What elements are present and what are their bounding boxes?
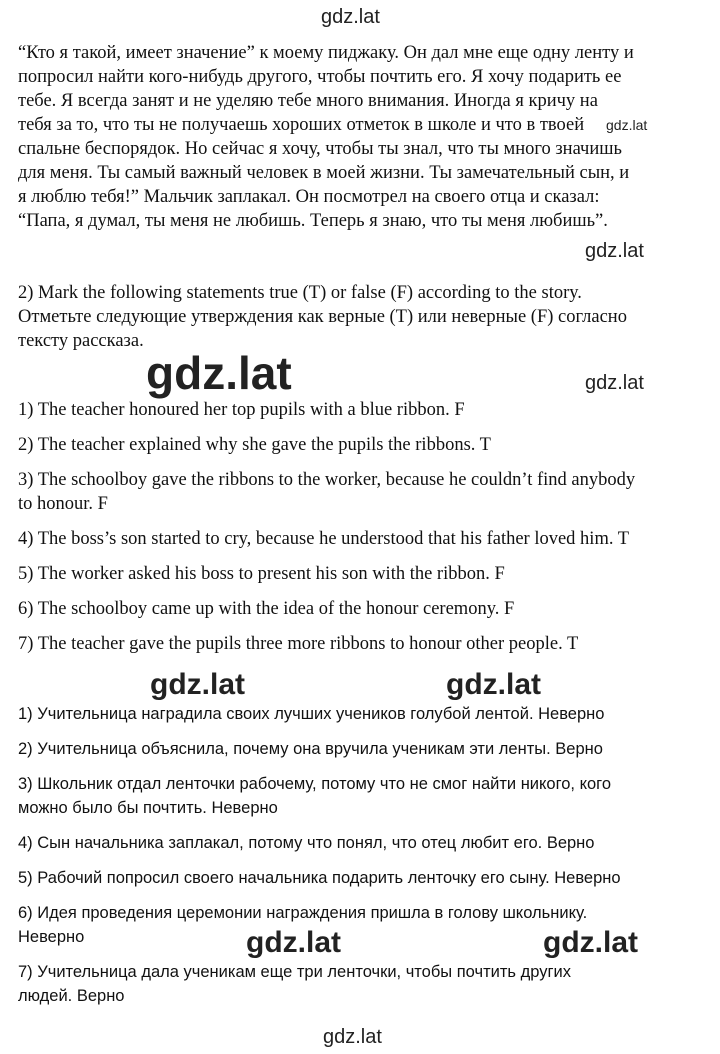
- story-line: спальне беспорядок. Но сейчас я хочу, чтобы ты знал, что ты много значишь: [18, 139, 622, 159]
- russian-answer-1: 1) Учительница наградила своих лучших учеников голубой лентой. Неверно: [18, 705, 605, 723]
- story-line: тебя за то, что ты не получаешь хороших отметок в школе и что в твоей: [18, 115, 585, 135]
- russian-answer-5: 5) Рабочий попросил своего начальника подарить ленточку его сыну. Неверно: [18, 869, 621, 887]
- english-answer-1: 1) The teacher honoured her top pupils with a blue ribbon. F: [18, 400, 465, 420]
- russian-answer-4: 4) Сын начальника заплакал, потому что понял, что отец любит его. Верно: [18, 834, 595, 852]
- story-line: попросил найти кого-нибудь другого, чтобы почтить его. Я хочу подарить ее: [18, 67, 622, 87]
- task-line: тексту рассказа.: [18, 331, 144, 351]
- story-line: тебе. Я всегда занят и не уделяю тебе много внимания. Иногда я кричу на: [18, 91, 598, 111]
- watermark-inline-small: gdz.lat: [606, 117, 648, 133]
- watermark-big-left: gdz.lat: [146, 347, 292, 399]
- russian-answer-6: 6) Идея проведения церемонии награждения пришла в голову школьнику.: [18, 904, 588, 922]
- story-line: “Кто я такой, имеет значение” к моему пиджаку. Он дал мне еще одну ленту и: [18, 43, 634, 63]
- task-line: Отметьте следующие утверждения как верные (T) или неверные (F) согласно: [18, 307, 627, 327]
- story-line: “Папа, я думал, ты меня не любишь. Теперь я знаю, что ты меня любишь”.: [18, 211, 608, 231]
- watermark-after-story: gdz.lat: [585, 240, 644, 262]
- english-answer-2: 2) The teacher explained why she gave the pupils the ribbons. T: [18, 435, 491, 455]
- english-answer-3: 3) The schoolboy gave the ribbons to the worker, because he couldn’t find anybody: [18, 470, 636, 490]
- english-answer-3-cont: to honour. F: [18, 494, 108, 514]
- russian-answer-7: 7) Учительница дала ученикам еще три ленточки, чтобы почтить других: [18, 963, 571, 981]
- russian-answer-3: 3) Школьник отдал ленточки рабочему, потому что не смог найти никого, кого: [18, 775, 612, 793]
- russian-answer-7-cont: людей. Верно: [18, 987, 125, 1005]
- watermark-bold-left: gdz.lat: [150, 668, 245, 701]
- watermark-bold-bottom-right: gdz.lat: [543, 926, 638, 959]
- russian-answer-6-cont: Неверно: [18, 928, 85, 946]
- task-line: 2) Mark the following statements true (T) or false (F) according to the story.: [18, 283, 582, 303]
- watermark-bold-bottom-left: gdz.lat: [246, 926, 341, 959]
- watermark-bold-right: gdz.lat: [446, 668, 541, 701]
- story-line: я люблю тебя!” Мальчик заплакал. Он посмотрел на своего отца и сказал:: [18, 187, 600, 207]
- russian-answer-2: 2) Учительница объяснила, почему она вручила ученикам эти ленты. Верно: [18, 740, 603, 758]
- english-answer-4: 4) The boss’s son started to cry, because he understood that his father loved him. T: [18, 529, 630, 549]
- english-answer-5: 5) The worker asked his boss to present his son with the ribbon. F: [18, 564, 505, 584]
- watermark-bottom: gdz.lat: [323, 1026, 382, 1048]
- watermark-top: gdz.lat: [321, 6, 380, 28]
- english-answer-6: 6) The schoolboy came up with the idea of the honour ceremony. F: [18, 599, 515, 619]
- russian-answer-3-cont: можно было бы почтить. Неверно: [18, 799, 278, 817]
- watermark-right-mid: gdz.lat: [585, 372, 644, 394]
- english-answer-7: 7) The teacher gave the pupils three more ribbons to honour other people. T: [18, 634, 579, 654]
- story-line: для меня. Ты самый важный человек в моей жизни. Ты замечательный сын, и: [18, 163, 630, 183]
